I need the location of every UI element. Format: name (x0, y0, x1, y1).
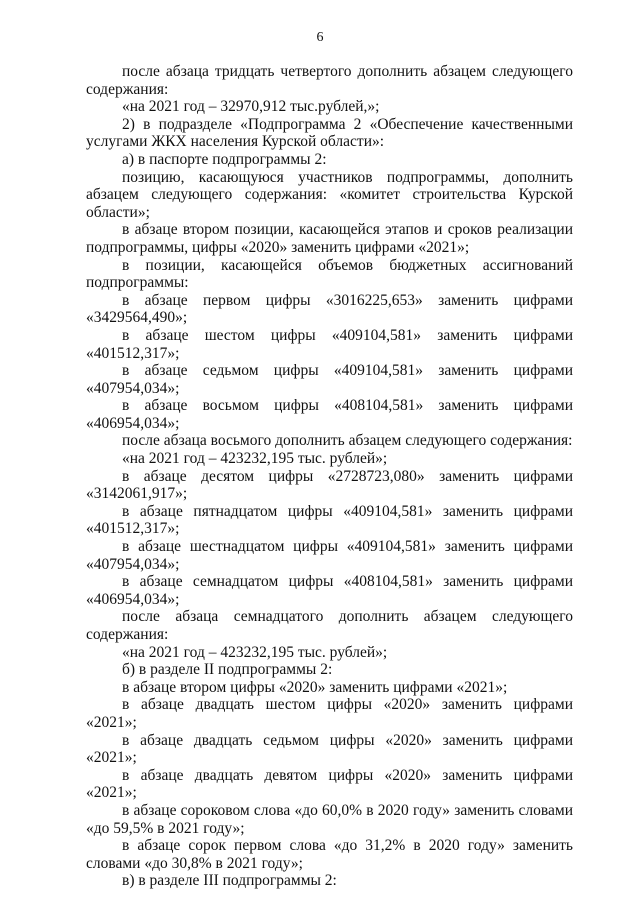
paragraph: после абзаца тридцать четвертого дополнить абзацем следующего содержания: (86, 63, 573, 98)
paragraph: позицию, касающуюся участников подпрограммы, дополнить абзацем следующего содержания: «комитет строительства Курской области»; (86, 168, 573, 221)
paragraph: в абзаце втором цифры «2020» заменить цифрами «2021»; (122, 678, 508, 696)
paragraph: «на 2021 год – 32970,912 тыс.рублей,»; (122, 98, 380, 116)
paragraph: «на 2021 год – 423232,195 тыс. рублей»; (122, 450, 388, 468)
paragraph: в абзаце первом цифры «3016225,653» заменить цифрами «3429564,490»; (86, 291, 573, 327)
page-number: 6 (316, 30, 324, 45)
paragraph: в) в разделе III подпрограммы 2: (122, 872, 337, 890)
paragraph: после абзаца восьмого дополнить абзацем следующего содержания: (122, 432, 573, 450)
paragraph: в абзаце сороковом слова «до 60,0% в 2020 году» заменить словами «до 59,5% в 2021 году»; (86, 801, 573, 837)
paragraph: «на 2021 год – 423232,195 тыс. рублей»; (122, 643, 388, 661)
paragraph: в абзаце сорок первом слова «до 31,2% в 2020 году» заменить словами «до 30,8% в 2021 году»; (86, 837, 573, 872)
paragraph: в абзаце шестом цифры «409104,581» заменить цифрами «401512,317»; (86, 326, 573, 362)
paragraph: в позиции, касающейся объемов бюджетных ассигнований подпрограммы: (86, 256, 573, 292)
paragraph: в абзаце двадцать шестом цифры «2020» заменить цифрами «2021»; (86, 696, 573, 731)
paragraph: в абзаце шестнадцатом цифры «409104,581» заменить цифрами «407954,034»; (86, 538, 573, 573)
paragraph: в абзаце седьмом цифры «409104,581» заменить цифрами «407954,034»; (86, 362, 573, 397)
paragraph: б) в разделе II подпрограммы 2: (122, 661, 333, 679)
paragraph: в абзаце десятом цифры «2728723,080» заменить цифрами «3142061,917»; (86, 467, 573, 503)
document-body (86, 63, 573, 890)
paragraph: в абзаце восьмом цифры «408104,581» заменить цифрами «406954,034»; (86, 397, 573, 432)
paragraph: в абзаце семнадцатом цифры «408104,581» заменить цифрами «406954,034»; (86, 573, 573, 608)
paragraph: в абзаце пятнадцатом цифры «409104,581» заменить цифрами «401512,317»; (86, 502, 573, 538)
paragraph: 2) в подразделе «Подпрограмма 2 «Обеспечение качественными услугами ЖКХ населения Курской области»: (86, 115, 573, 151)
paragraph: в абзаце втором позиции, касающейся этапов и сроков реализации подпрограммы, цифры «2020» заменить цифрами «2021»; (86, 221, 573, 256)
paragraph: а) в паспорте подпрограммы 2: (122, 150, 327, 168)
paragraph: в абзаце двадцать девятом цифры «2020» заменить цифрами «2021»; (86, 766, 573, 802)
paragraph: в абзаце двадцать седьмом цифры «2020» заменить цифрами «2021»; (86, 731, 573, 767)
paragraph: после абзаца семнадцатого дополнить абзацем следующего содержания: (86, 608, 573, 643)
